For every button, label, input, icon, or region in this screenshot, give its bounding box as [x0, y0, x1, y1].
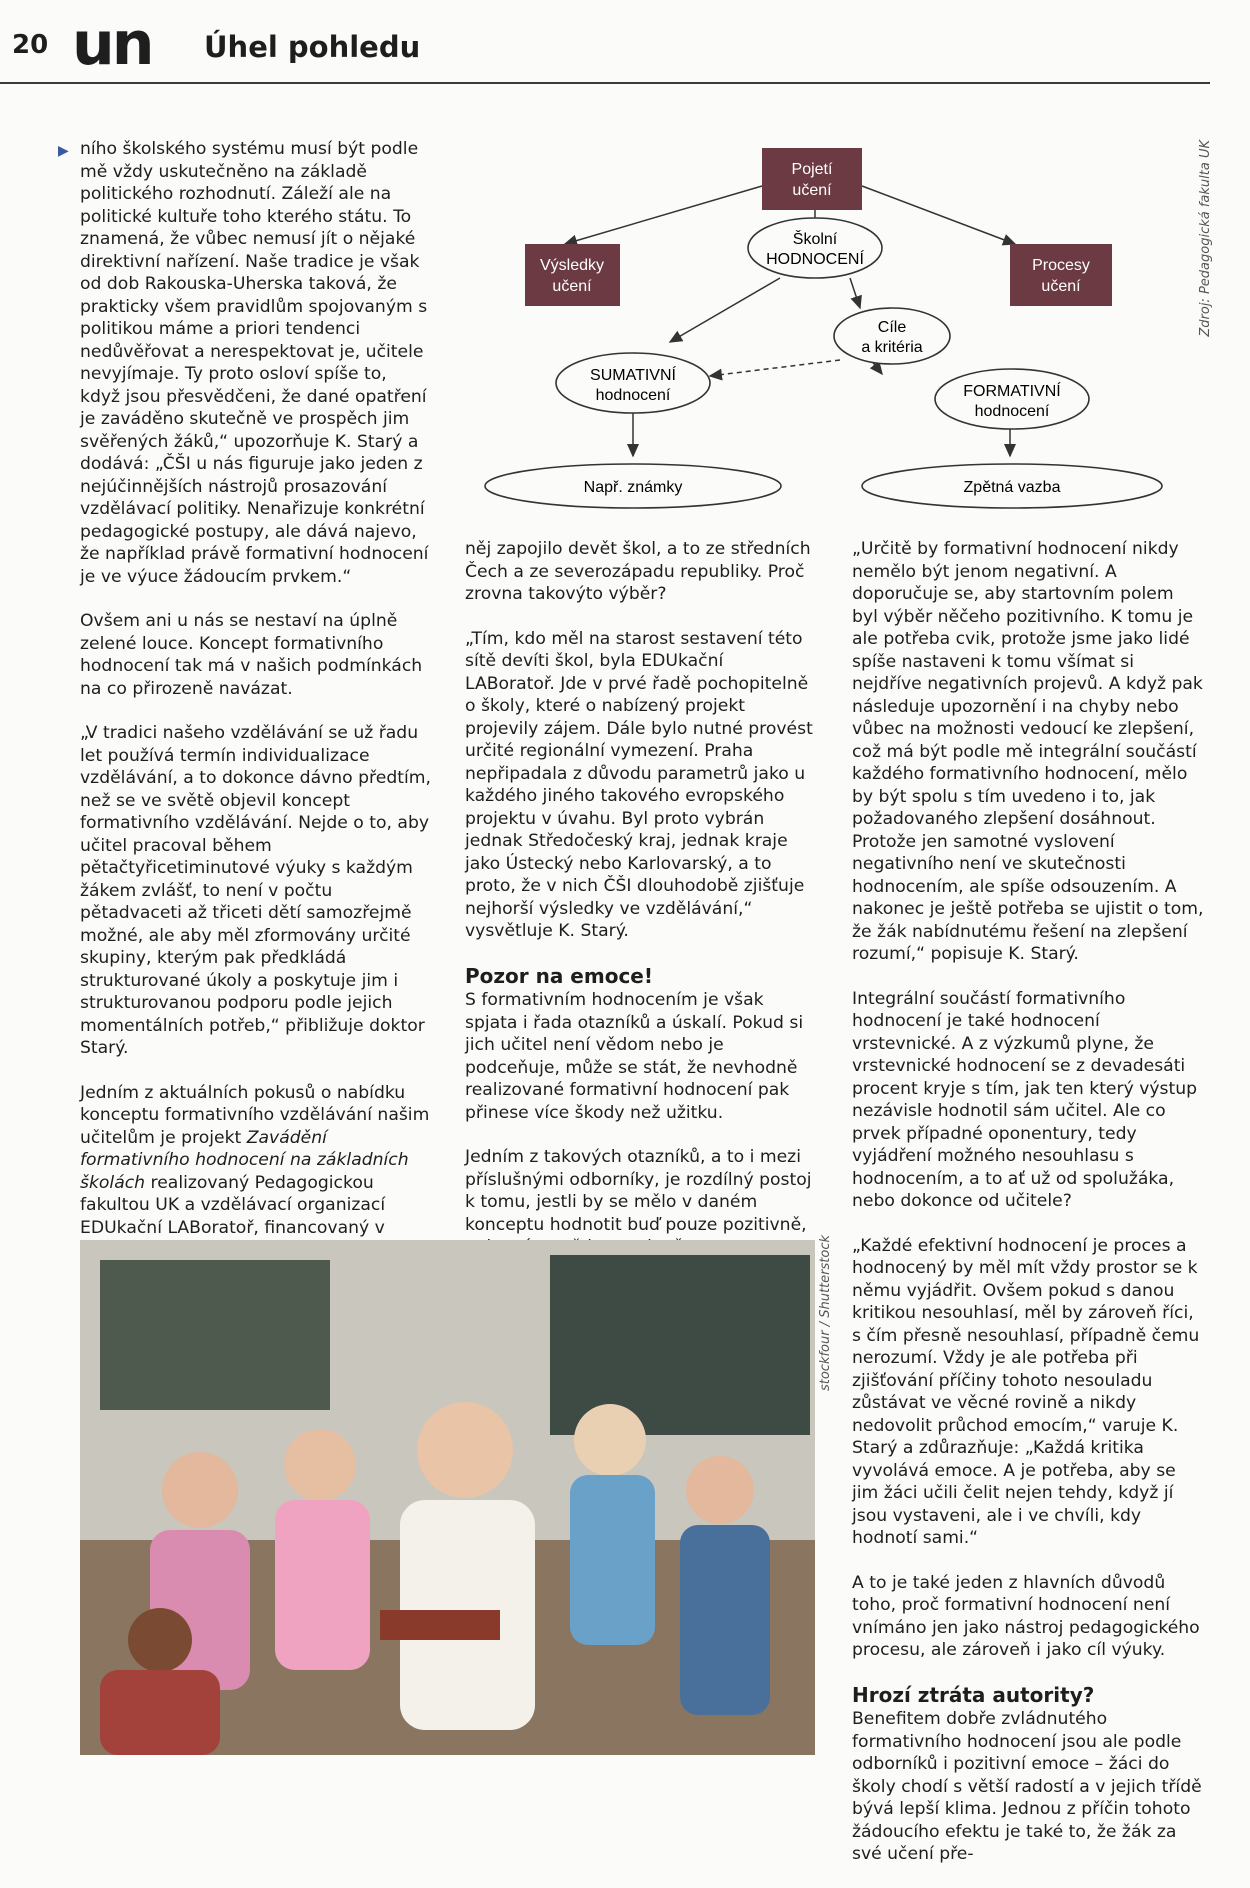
header-rule — [0, 82, 1210, 84]
magazine-logo: un — [72, 9, 152, 79]
text-column-2 — [465, 538, 817, 1281]
section-title: Úhel pohledu — [204, 30, 421, 64]
page-number: 20 — [12, 30, 49, 60]
label-formativni-2: hodnocení — [974, 403, 1050, 420]
paragraph: Benefitem dobře zvládnutého formativního hodnocení jsou ale podle odborníků i pozitivní emoce – žáci do školy chodí s větší radostí a v jejich třídě bývá lepší klima. Jednou z příčin tohoto žádoucího efektu je také to, že žák za své učení pře- — [852, 1709, 1202, 1864]
label-skolni-1: Školní — [792, 231, 838, 248]
paragraph: ního školského systému musí být podle mě vždy uskutečněno na základě politického rozhodnutí. Záleží ale na politické kultuře toho kterého státu. To znamená, že vůbec nemusí jít o nějaké direktivní nařízení. Naše tradice je však od dob Rakouska-Uherska taková, že prakticky všem pravidlům spojovaným s politikou máme a priori tendenci nedůvěřovat a nerespektovat je, učitele nevyjímaje. Ty proto osloví spíše to, když jsou přesvědčeni, že dané opatření je zaváděno skutečně ve prospěch jim svěřených žáků,“ upozorňuje K. Starý a dodává: „ČŠI u nás figuruje jako jeden z nejúčinnějších nástrojů prosazování vzdělávací politiky. Nenařizuje konkrétní pedagogické postupy, ale dává najevo, že například právě formativní hodnocení je ve výuce žádoucím prvkem.“ — [80, 139, 429, 587]
ellipse-skolni-hodnoceni — [748, 218, 882, 278]
label-cile-1: Cíle — [877, 319, 907, 336]
paragraph: Integrální součástí formativního hodnocení je také hodnocení vrstevnické. A z výzkumů plyne, že vrstevnické hodnocení se z devadesáti procent kryje s tím, jak ten který výstup nezávisle hodnotil sám učitel. Ale co prvek případné oponentury, tedy vyjádření možného nesouhlasu s hodnocením, a to ať už od spolužáka, nebo dokonce od učitele? — [852, 988, 1198, 1211]
subheading: Pozor na emoce! — [465, 963, 653, 988]
box-procesy — [1010, 244, 1112, 306]
subheading: Hrozí ztráta autority? — [852, 1682, 1095, 1707]
label-cile-2: a kritéria — [861, 339, 923, 356]
label-procesy-1: Procesy — [1032, 257, 1090, 274]
paragraph: Ovšem ani u nás se nestaví na úplně zelené louce. Koncept formativního hodnocení tak má v našich podmínkách na co přirozeně navázat. — [80, 611, 423, 699]
paragraph: něj zapojilo devět škol, a to ze středních Čech a ze severozápadu republiky. Proč zrovna takovýto výběr? — [465, 539, 811, 604]
paragraph: S formativním hodnocením je však spjata i řada otazníků a úskalí. Pokud si jich učitel není vědom nebo je podceňuje, může se stát, že nevhodně realizované formativní hodnocení pak přinese více škody než užitku. — [465, 990, 804, 1123]
continuation-arrow-icon: ▶ — [58, 143, 69, 159]
label-sumativni-1: SUMATIVNÍ — [590, 367, 676, 384]
box-pojeti — [762, 148, 862, 210]
label-skolni-2: HODNOCENÍ — [766, 251, 864, 268]
photo-credit: stockfour / Shutterstock — [818, 1235, 833, 1392]
paragraph: „Každé efektivní hodnocení je proces a hodnocený by měl mít vždy prostor se k němu vyjádřit. Ovšem pokud s danou kritikou nesouhlasí, měl by zároveň říci, s čím přesně nesouhlasí, případně čemu nerozumí. Vždy je ale potřeba při zjišťování příčiny tohoto nesouladu zůstávat ve věcné rovině a nikdy nedovolit průchod emocím,“ varuje K. Starý a zdůrazňuje: „Každá kritika vyvolává emoce. A je potřeba, aby se jim žáci učili čelit nejen tehdy, když jí jsou vystaveni, ale i ve chvíli, kdy hodnotí sami.“ — [852, 1235, 1200, 1548]
label-znamky: Např. známky — [583, 479, 683, 496]
label-pojeti-2: učení — [792, 182, 832, 199]
diagram-source-credit: Zdroj: Pedagogická fakulta UK — [1198, 140, 1213, 337]
box-vysledky — [525, 244, 620, 306]
paragraph: „V tradici našeho vzdělávání se už řadu let používá termín individualizace vzdělávání, a to dokonce dávno předtím, než se ve světě objevil koncept formativního vzdělávání. Nejde o to, aby učitel pracoval během pětačtyřicetiminutové výuky s každým žákem zvlášť, to není v počtu pětadvaceti až třiceti dětí samozřejmě možné, ale aby měl zformovány určité skupiny, kterým pak předkládá strukturované úkoly a poskytuje jim i strukturovanou podporu podle jejich momentálních potřeb,“ přibližuje doktor Starý. — [80, 723, 431, 1058]
classroom-photo — [80, 1240, 815, 1755]
paragraph: „Určitě by formativní hodnocení nikdy nemělo být jenom negativní. A doporučuje se, aby startovním polem byl výběr něčeho pozitivního. K tomu je ale potřeba cvik, protože jsme jako lidé spíše nastaveni k tomu všímat si nejdříve negativních projevů. A když pak následuje upozornění i na chyby nebo vůbec na možnosti vedoucí ke zlepšení, což má být podle mě integrální součástí každého formativního hodnocení, mělo by být spolu s tím uvedeno i to, jak požadovaného zlepšení dosáhnout. Protože jen samotné vyslovení negativního není ve skutečnosti hodnocením, ale spíše odsouzením. A nakonec je ještě potřeba se ujistit o tom, že žák nabídnutému řešení na zlepšení rozumí,“ popisuje K. Starý. — [852, 539, 1204, 964]
text-column-3 — [852, 538, 1204, 1888]
paragraph: A to je také jeden z hlavních důvodů toho, proč formativní hodnocení není vnímáno jen jako nástroj pedagogického procesu, ale zároveň i jako cíl výuky. — [852, 1572, 1200, 1660]
label-zpetna-vazba: Zpětná vazba — [963, 479, 1061, 496]
paragraph: „Tím, kdo měl na starost sestavení této sítě devíti škol, byla EDUkační LABoratoř. Jde v prvé řadě pochopitelně o školy, které o nabízený projekt projevily zájem. Dále bylo nutné provést určité regionální vymezení. Praha nepřipadala z důvodu parametrů jako u každého jiného takového evropského projektu v úvahu. Byl proto vybrán jednak Středočeský kraj, jednak kraje jako Ústecký nebo Karlovarský, a to proto, že v nich ČŠI dlouhodobě zjišťuje nejhorší výsledky ve vzdělávání,“ vysvětluje K. Starý. — [465, 628, 813, 941]
paragraph: Jedním z aktuálních pokusů o nabídku konceptu formativního vzdělávání našim učitelům je projekt Zavádění formativního hodnocení na základních školách realizovaný Pedagogickou fakultou UK a vzdělávací organizací EDUkační LABoratoř, financovaný v — [80, 1082, 430, 1238]
label-vysledky-2: učení — [552, 278, 592, 295]
assessment-diagram — [470, 108, 1200, 516]
label-pojeti-1: Pojetí — [791, 161, 833, 178]
label-vysledky-1: Výsledky — [539, 257, 605, 274]
label-procesy-2: učení — [1041, 278, 1081, 295]
paragraph: Jedním z takových otazníků, a to i mezi příslušnými odborníky, je rozdílný postoj k tomu, jestli by se mělo v daném konceptu hodnotit buď pouze pozitivně, — [465, 1147, 812, 1235]
label-formativni-1: FORMATIVNÍ — [963, 383, 1061, 400]
label-sumativni-2: hodnocení — [595, 387, 671, 404]
text-column-1 — [58, 138, 432, 1374]
